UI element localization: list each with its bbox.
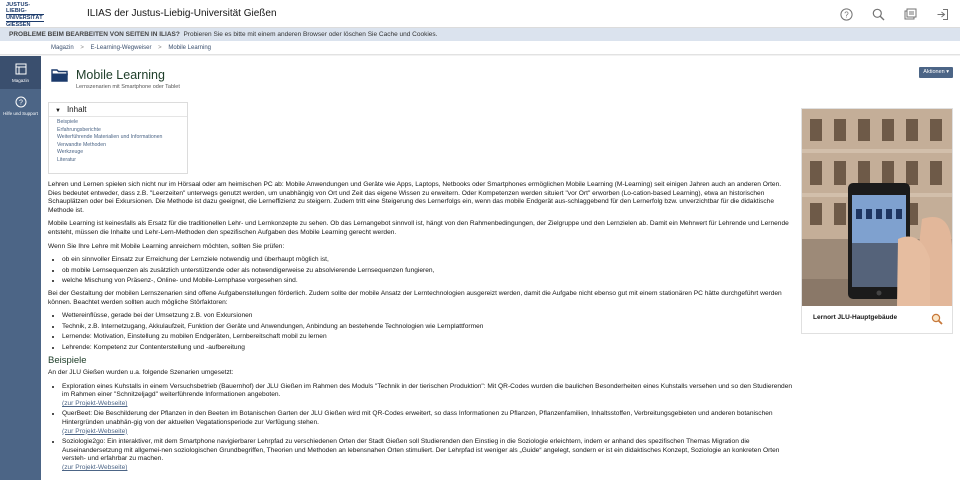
- list-item: [57, 127, 187, 135]
- toc-list: [49, 117, 187, 164]
- section-heading-beispiele: Beispiele: [48, 354, 87, 366]
- list-item: • ob ein sinnvoller Einsatz zur Erreichung der Lernziele notwendig und überhaupt möglich ist,: [62, 256, 794, 265]
- toc-link[interactable]: Weiterführende Materialien und Informationen: [57, 134, 163, 140]
- search-icon[interactable]: [870, 6, 886, 22]
- main-content: [41, 56, 960, 480]
- svg-text:?: ?: [843, 9, 849, 19]
- mainbar-item-magazin[interactable]: [0, 56, 41, 89]
- zoom-icon[interactable]: [931, 313, 943, 325]
- actions-dropdown-button[interactable]: Aktionen ▾: [919, 67, 953, 78]
- example-text: Exploration eines Kuhstalls in einem Versuchsbetrieb (Bauernhof) der JLU Gießen im Rahmen des Moduls "Technik in der tierischen Produktion": Mit QR-Codes wurden die baulichen Besonderheiten eines Kuhstalls versehen und so den Studierenden im Rahmen einer "Schnitzeljagd" weiterführende Informationen angeboten.: [62, 382, 793, 399]
- toc-header[interactable]: [49, 103, 187, 117]
- toc-link[interactable]: Werkzeuge: [57, 149, 84, 155]
- list-item: [57, 149, 187, 157]
- collapse-icon[interactable]: ▼: [55, 108, 61, 114]
- example-text: Soziologie2go: Ein interaktiver, mit dem Smartphone navigierbarer Lehrpfad zu verschiedenen Orten der Stadt Gießen soll Studierenden den Einstieg in die Soziologie erleichtern, indem er anhand des spezifischen Themas Migration die Auseinandersetzung mit allgemei-nen soziologischen Grundbegriffen, Theorien und Methoden an lebensnahen Orten stimuliert. Der Lehrpfad ist weniger als „Guide“ angelegt, sondern er ist ein didaktisches Konzept, Soziologie an konkreten Orten versteh- und erfahrbar zu machen.: [62, 438, 780, 463]
- breadcrumb: [0, 41, 960, 55]
- toc-link[interactable]: Verwandte Methoden: [57, 141, 107, 148]
- list-item: • welche Mischung von Präsenz-, Online- und Mobile-Lernphase vorgesehen sind.: [62, 277, 794, 286]
- checklist: [62, 256, 794, 286]
- system-message-title: PROBLEME BEIM BEARBEITEN VON SEITEN IN ILIAS?: [9, 31, 180, 38]
- paragraph: Bei der Gestaltung der mobilen Lernszenarien sind offene Aufgabenstellungen förderlich. Zudem sollte der mobile Ansatz der Lerntechnologien ausgereizt werden, damit die Aufgabe nicht ebenso gut mit einem stationären PC hätte durchgeführt werden können. Beachtet werden sollten auch mögliche Störfaktoren:: [48, 289, 782, 306]
- breadcrumb-separator: >: [158, 45, 162, 51]
- breadcrumb-item-mobile-learning[interactable]: Mobile Learning: [168, 45, 212, 51]
- page-header: [41, 56, 960, 98]
- disruptions-list: [62, 312, 794, 352]
- list-item: [57, 119, 187, 127]
- paragraph: Mobile Learning ist keinesfalls als Ersatz für die traditionellen Lehr- und Lernkonzepte zu sehen. Ob das Lernangebot sinnvoll ist, hängt von den Rahmenbedingungen, der Zielgruppe und den Lernzielen ab. Damit ein Mehrwert für Lehrende und Lernende entsteht, müssen die Inhalte und Lehr-Lern-Methoden den spezifischen Aufgaben des Mobile Learning gerecht werden.: [48, 220, 789, 236]
- building-photo[interactable]: [802, 109, 952, 306]
- image-card: [801, 108, 953, 334]
- folder-icon: [51, 68, 69, 82]
- list-item: [57, 142, 187, 150]
- logo-line-2: UNIVERSITÄT: [6, 15, 43, 21]
- svg-text:?: ?: [18, 99, 23, 106]
- table-of-contents: [48, 102, 188, 174]
- toc-link[interactable]: Literatur: [57, 156, 77, 163]
- list-item: [57, 157, 187, 165]
- repository-icon: [15, 63, 27, 75]
- logo-line-1: JUSTUS-LIEBIG-: [6, 2, 31, 14]
- mainbar-item-label: Magazin: [11, 77, 29, 83]
- list-item: [62, 383, 794, 409]
- paragraph: Lehren und Lernen spielen sich nicht nur im Hörsaal oder am heimischen PC ab: Mobile Anwendungen und Geräte wie Apps, Laptops, Netbooks oder Smartphones ermöglichen Mobile Learning (M-Learning) seit einigen Jahren auch an anderen Orten. Dies bedeutet entweder, dass z.B. "Leerzeiten" unterwegs genutzt werden, um unabhängig von Ort und Zeit das eigene Wissen zu erweitern. Oder Kompetenzen werden situiert "vor Ort" erworben (Lo-cation-based Learning), etwa an historischen Schauplätzen oder bei Exkursionen. Die Methode ist dazu geeignet, die Lerneffizienz zu steigern. Zudem tritt eine Steigerung des Lernerfolgs ein, wenn das mobile Endgerät aus-schlaggebend für den Lernerfolg bzw. unverzichtbar für die didaktische Methode ist.: [48, 181, 782, 214]
- paragraph: An der JLU Gießen wurden u.a. folgende Szenarien umgesetzt:: [48, 369, 234, 377]
- examples-list: [62, 383, 794, 473]
- paragraph: Wenn Sie Ihre Lehre mit Mobile Learning anreichern möchten, sollten Sie prüfen:: [48, 242, 285, 250]
- list-item: • Lernende: Motivation, Einstellung zu mobilen Endgeräten, Lernbereitschaft mobil zu lernen: [62, 333, 794, 342]
- project-link[interactable]: (zur Projekt-Webseite): [62, 427, 128, 435]
- article-body: [48, 181, 794, 477]
- page-title: Mobile Learning: [76, 68, 165, 82]
- notifications-icon[interactable]: [902, 6, 918, 22]
- toc-link[interactable]: Beispiele: [57, 119, 79, 125]
- logo-line-3: GIESSEN: [6, 22, 31, 28]
- mainbar-item-label: Hilfe und Support: [3, 110, 38, 116]
- breadcrumb-item-e-learning-wegweiser[interactable]: E-Learning-Wegweiser: [90, 45, 152, 51]
- project-link[interactable]: (zur Projekt-Webseite): [62, 399, 128, 407]
- project-link[interactable]: (zur Projekt-Webseite): [62, 464, 128, 472]
- help-icon: [15, 96, 27, 108]
- university-logo[interactable]: [6, 2, 44, 28]
- toc-link[interactable]: Erfahrungsberichte: [57, 126, 101, 133]
- breadcrumb-item-magazin[interactable]: Magazin: [51, 45, 74, 51]
- image-caption: Lernort JLU-Hauptgebäude: [813, 314, 898, 321]
- logout-icon[interactable]: [934, 6, 950, 22]
- breadcrumb-separator: >: [80, 45, 84, 51]
- list-item: [57, 134, 187, 142]
- list-item: [62, 438, 794, 472]
- top-header: [0, 0, 960, 28]
- list-item: • Lehrende: Kompetenz zur Contenterstellung und -aufbereitung: [62, 344, 794, 353]
- system-message: [0, 28, 960, 41]
- list-item: • ob mobile Lernsequenzen als zusätzlich unterstützende oder als notwendigerweise zu absolvierende Lernsequenzen fungieren,: [62, 267, 794, 276]
- toc-heading: Inhalt: [66, 105, 87, 114]
- list-item: • Technik, z.B. Internetzugang, Akkulaufzeit, Funktion der Geräte und Anwendungen, Anbindung an bestehende Technologien wie Lernplattformen: [62, 323, 794, 332]
- list-item: • Wettereinflüsse, gerade bei der Umsetzung z.B. von Exkursionen: [62, 312, 794, 321]
- system-message-text: Probieren Sie es bitte mit einem anderen Browser oder löschen Sie Cache und Cookies.: [183, 31, 438, 38]
- main-bar: [0, 56, 41, 480]
- page-description: Lernszenarien mit Smartphone oder Tablet: [76, 84, 180, 90]
- mainbar-item-help[interactable]: [0, 89, 41, 122]
- list-item: [62, 410, 794, 436]
- header-icons: [838, 6, 950, 22]
- app-title: ILIAS der Justus-Liebig-Universität Gießen: [87, 8, 277, 19]
- example-text: QuerBeet: Die Beschilderung der Pflanzen in den Beeten im Botanischen Garten der JLU Gießen wird mit QR-Codes erweitert, so dass Informationen zu Pflanzen, Pflanzenfamilien, Inhaltsstoffen, Verbreitungsgebieten und anderen botanischen Hintergründen unabhän-gig von der aktuellen Vegatationsperiode zur Verfügung stehen.: [62, 410, 773, 427]
- help-icon[interactable]: [838, 6, 854, 22]
